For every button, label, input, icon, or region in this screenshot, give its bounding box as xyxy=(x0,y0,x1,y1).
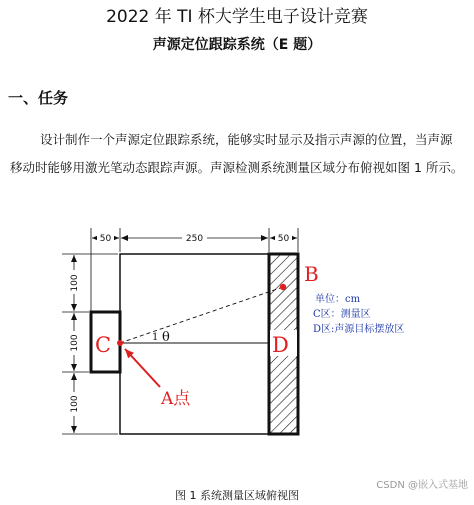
document-title: 2022 年 TI 杯大学生电子设计竞赛 xyxy=(106,7,368,27)
dim-label-side-3: 100 xyxy=(70,395,80,413)
task-paragraph-line-1: 设计制作一个声源定位跟踪系统，能够实时显示及指示声源的位置，当声源 xyxy=(40,132,453,147)
angle-digit: 1 xyxy=(152,332,159,343)
dim-label-left: 50 xyxy=(99,234,112,244)
point-a-marker xyxy=(117,340,123,346)
angle-theta-label: θ xyxy=(162,330,170,345)
dim-label-mid: 250 xyxy=(185,234,204,244)
document-subtitle: 声源定位跟踪系统（E 题） xyxy=(152,37,322,53)
task-paragraph-line-2: 移动时能够用激光笔动态跟踪声源。声源检测系统测量区域分布俯视如图 1 所示。 xyxy=(10,160,464,175)
point-b-marker xyxy=(280,284,286,290)
dim-label-right: 50 xyxy=(277,234,290,244)
figure-caption: 图 1 系统测量区域俯视图 xyxy=(175,489,299,502)
dashed-line-c-to-b xyxy=(120,287,283,343)
section-heading: 一、任务 xyxy=(8,89,69,107)
main-measurement-area xyxy=(120,254,269,434)
label-b: B xyxy=(304,262,319,286)
point-a-arrow xyxy=(125,349,160,387)
dim-label-side-1: 100 xyxy=(70,274,80,292)
dim-label-side-2: 100 xyxy=(70,334,80,352)
legend-region-c: C区：测量区 xyxy=(313,309,371,320)
label-d: D xyxy=(272,333,289,357)
legend-region-d: D区:声源目标摆放区 xyxy=(313,324,405,335)
label-a-point: A点 xyxy=(161,389,191,409)
label-c: C xyxy=(95,333,112,357)
csdn-watermark: CSDN @嵌入式基地 xyxy=(376,480,468,491)
legend-unit: 单位：cm xyxy=(315,294,361,305)
